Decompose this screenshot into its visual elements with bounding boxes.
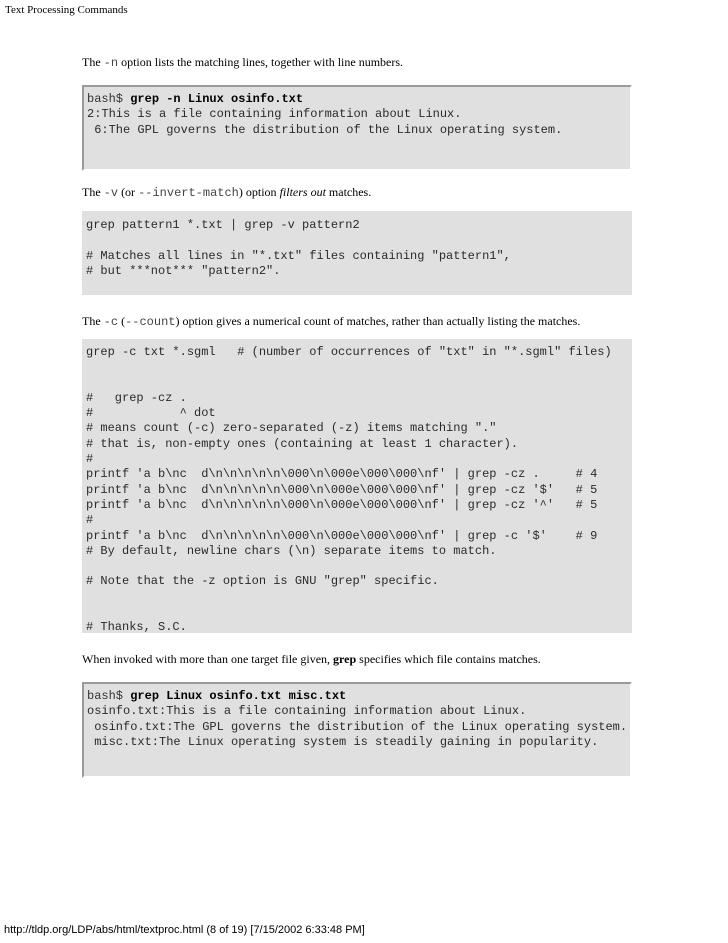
option-count: --count: [125, 315, 176, 329]
screen-output-grep-n: [82, 85, 632, 171]
page-header-title: Text Processing Commands: [5, 4, 128, 16]
output-line: 2:This is a file containing information about Linux.: [87, 107, 462, 122]
paragraph-v-option: The -v (or --invert-match) option filters out matches.: [82, 185, 372, 200]
shell-command: grep Linux osinfo.txt misc.txt: [130, 689, 347, 703]
paragraph-c-option: The -c (--count) option gives a numerical count of matches, rather than actually listing the matches.: [82, 314, 581, 329]
code-text: grep -c txt *.sgml # (number of occurrences of "txt" in "*.sgml" files) # grep -cz . # ^ dot # means count (-c) zero-separated (-z) items matching "." # that is, non-empty ones (containing at least 1 character). # printf 'a b\nc d\n\n\n\n\n\000\n\000e\000\000\nf' | grep -cz . # 4 printf 'a b\nc d\n\n\n\n\n\000\n\000e\000\000\nf' | grep -cz '$' # 5 printf 'a b\nc d\n\n\n\n\n\000\n\000e\000\000\nf' | grep -cz '^' # 5 # printf 'a b\nc d\n\n\n\n\n\000\n\000e\000\000\nf' | grep -c '$' # 9 # By default, newline chars (\n) separate items to match. # Note that the -z option is GNU "grep" specific. # Thanks, S.C.: [86, 345, 612, 635]
code-block-invert-match: [82, 211, 632, 295]
emphasis-filters-out: filters out: [279, 185, 326, 199]
output-line: 6:The GPL governs the distribution of the Linux operating system.: [87, 122, 563, 137]
shell-command: grep -n Linux osinfo.txt: [130, 92, 304, 106]
screen-text: [87, 92, 630, 138]
code-text: grep pattern1 *.txt | grep -v pattern2 # Matches all lines in "*.txt" files containing "pattern1", # but ***not*** "pattern2".: [86, 218, 511, 278]
shell-prompt: bash$: [87, 689, 131, 703]
shell-prompt: bash$: [87, 92, 131, 106]
term-grep: grep: [333, 652, 357, 666]
output-line: osinfo.txt:This is a file containing information about Linux.: [87, 704, 527, 719]
option-c: -c: [103, 315, 119, 329]
code-block-count: [82, 339, 632, 633]
output-line: osinfo.txt:The GPL governs the distribution of the Linux operating system.: [87, 719, 628, 734]
screen-text: [87, 689, 630, 750]
screen-output-grep-multi: [82, 682, 632, 778]
option-v: -v: [103, 186, 119, 200]
paragraph-n-option: The -n option lists the matching lines, together with line numbers.: [82, 55, 404, 70]
output-line: misc.txt:The Linux operating system is steadily gaining in popularity.: [87, 734, 599, 749]
paragraph-multiple-files: When invoked with more than one target file given, grep specifies which file contains matches.: [82, 652, 541, 666]
option-invert-match: --invert-match: [138, 186, 239, 200]
option-n: -n: [103, 56, 119, 70]
page-footer-url: http://tldp.org/LDP/abs/html/textproc.html (8 of 19) [7/15/2002 6:33:48 PM]: [4, 924, 365, 936]
